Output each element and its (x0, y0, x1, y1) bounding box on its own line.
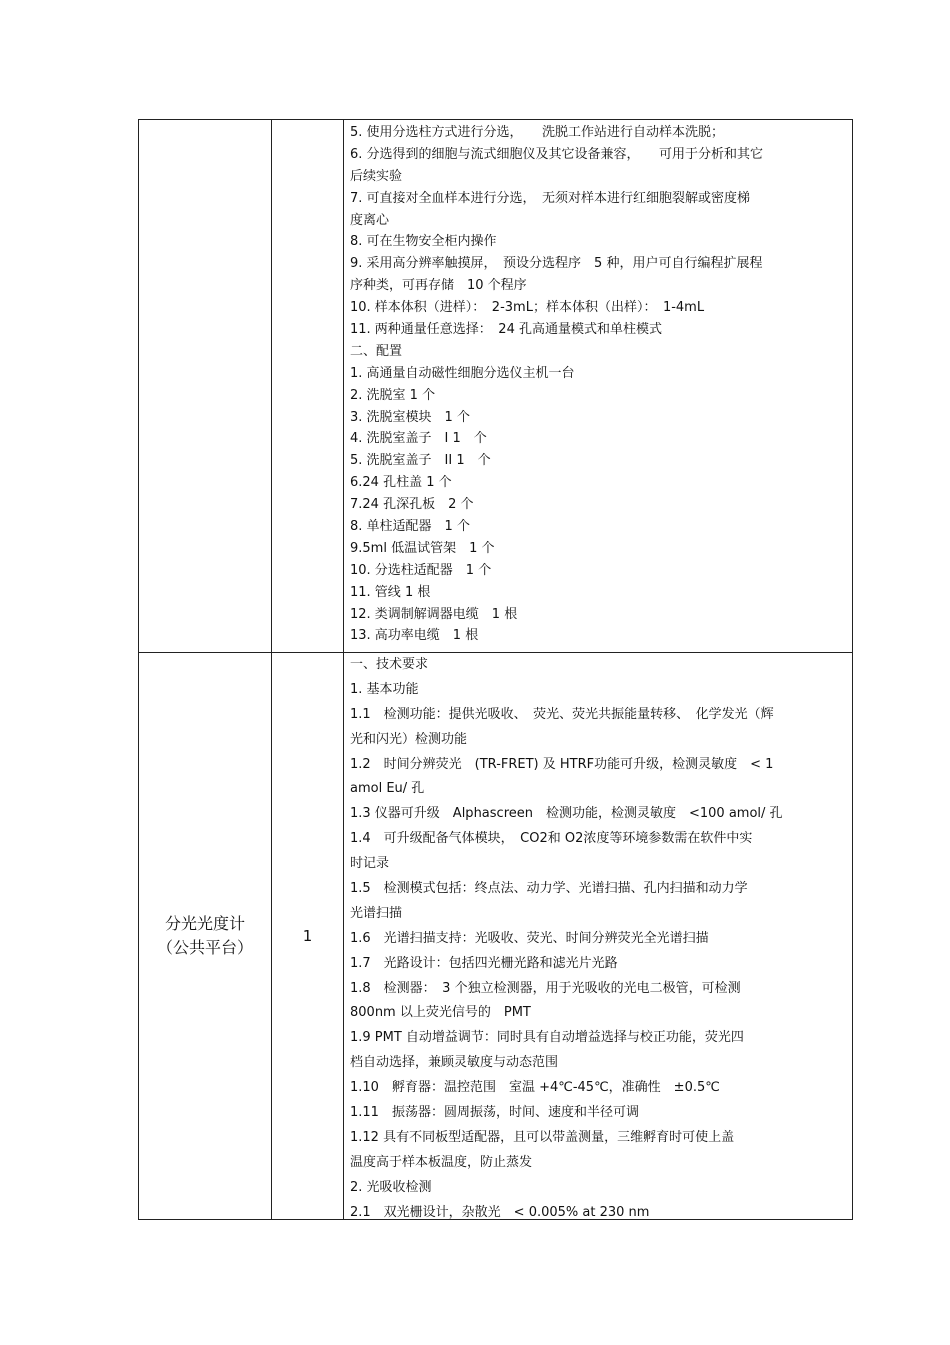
spec-line: 1.7 光路设计：包括四光栅光路和滤光片光路 (350, 955, 618, 971)
equipment-spec-table (138, 119, 853, 1220)
table-row (139, 653, 853, 1220)
spec-line: 5. 洗脱室盖子 II 1 个 (350, 453, 491, 469)
spec-line: 3. 洗脱室模块 1 个 (350, 409, 470, 425)
spec-line: 7.24 孔深孔板 2 个 (350, 497, 474, 513)
spec-line: 1. 基本功能 (350, 681, 419, 697)
spec-line: 1. 高通量自动磁性细胞分选仪主机一台 (350, 365, 575, 381)
spec-line: 1.11 振荡器：圆周振荡，时间、速度和半径可调 (350, 1105, 639, 1121)
spec-line: 1.2 时间分辨荧光 (TR-FRET) 及 HTRF功能可升级，检测灵敏度 < 1 (350, 756, 774, 772)
spec-line: 1.5 检测模式包括：终点法、动力学、光谱扫描、孔内扫描和动力学 (350, 881, 748, 897)
spec-line: 温度高于样本板温度，防止蒸发 (350, 1154, 533, 1170)
device-name-line: （公共平台） (156, 938, 253, 957)
spec-cell (344, 653, 853, 1220)
spec-line: 8. 单柱适配器 1 个 (350, 519, 470, 535)
spec-line: 后续实验 (350, 168, 403, 184)
spec-line: 9. 采用高分辨率触摸屏， 预设分选程序 5 种，用户可自行编程扩展程 (350, 256, 763, 272)
spec-line: 一、技术要求 (350, 657, 429, 672)
spec-line: 2. 光吸收检测 (350, 1179, 432, 1195)
device-name-line: 分光光度计 (164, 914, 245, 933)
spec-cell (344, 120, 853, 653)
quantity-cell (272, 653, 344, 1220)
spec-line: 1.1 检测功能：提供光吸收、 荧光、荧光共振能量转移、 化学发光（辉 (350, 706, 774, 722)
spec-line: 光谱扫描 (350, 905, 403, 921)
spec-line: 时记录 (350, 856, 390, 872)
spec-line: 2. 洗脱室 1 个 (350, 387, 436, 403)
spec-line: 800nm 以上荧光信号的 PMT (350, 1005, 531, 1021)
device-name-cell (139, 120, 272, 653)
spec-line: 1.9 PMT 自动增益调节：同时具有自动增益选择与校正功能，荧光四 (350, 1030, 744, 1046)
spec-line: 6. 分选得到的细胞与流式细胞仪及其它设备兼容， 可用于分析和其它 (350, 146, 764, 162)
spec-line: 4. 洗脱室盖子 I 1 个 (350, 431, 487, 447)
spec-line: 2.1 双光栅设计，杂散光 < 0.005% at 230 nm (350, 1204, 650, 1220)
spec-line: 1.3 仪器可升级 Alphascreen 检测功能，检测灵敏度 <100 amol/ 孔 (350, 806, 783, 822)
table-row (139, 120, 853, 653)
spec-line: 序种类，可再存储 10 个程序 (350, 278, 527, 294)
spec-line: 11. 两种通量任意选择： 24 孔高通量模式和单柱模式 (350, 322, 662, 338)
spec-line: 13. 高功率电缆 1 根 (350, 628, 479, 644)
spec-line: 6.24 孔柱盖 1 个 (350, 475, 452, 491)
quantity-cell (272, 120, 344, 653)
spec-line: 1.6 光谱扫描支持：光吸收、荧光、时间分辨荧光全光谱扫描 (350, 930, 709, 946)
spec-line: 10. 样本体积（进样）： 2-3mL；样本体积（出样）： 1-4mL (350, 300, 705, 316)
spec-line: 8. 可在生物安全柜内操作 (350, 234, 497, 250)
spec-line: 11. 管线 1 根 (350, 584, 431, 600)
spec-line: 二、配置 (350, 343, 403, 359)
spec-line: 1.4 可升级配备气体模块， CO2和 O2浓度等环境参数需在软件中实 (350, 831, 753, 847)
spec-line: 1.8 检测器： 3 个独立检测器，用于光吸收的光电二极管，可检测 (350, 980, 741, 996)
spec-line: amol Eu/ 孔 (350, 781, 425, 797)
spec-line: 光和闪光）检测功能 (350, 731, 468, 747)
spec-line: 5. 使用分选柱方式进行分选， 洗脱工作站进行自动样本洗脱； (350, 125, 725, 140)
spec-line: 9.5ml 低温试管架 1 个 (350, 540, 495, 556)
spec-line: 10. 分选柱适配器 1 个 (350, 562, 492, 578)
spec-line: 档自动选择，兼顾灵敏度与动态范围 (350, 1055, 559, 1071)
spec-line: 12. 类调制解调器电缆 1 根 (350, 606, 518, 622)
spec-line: 7. 可直接对全血样本进行分选， 无须对样本进行红细胞裂解或密度梯 (350, 190, 751, 206)
quantity-value: 1 (302, 927, 313, 945)
device-name-cell (139, 653, 272, 1220)
spec-line: 度离心 (350, 212, 390, 228)
spec-line: 1.12 具有不同板型适配器，且可以带盖测量，三维孵育时可使上盖 (350, 1129, 735, 1145)
spec-line: 1.10 孵育器：温控范围 室温 +4℃-45℃，准确性 ±0.5℃ (350, 1080, 720, 1096)
